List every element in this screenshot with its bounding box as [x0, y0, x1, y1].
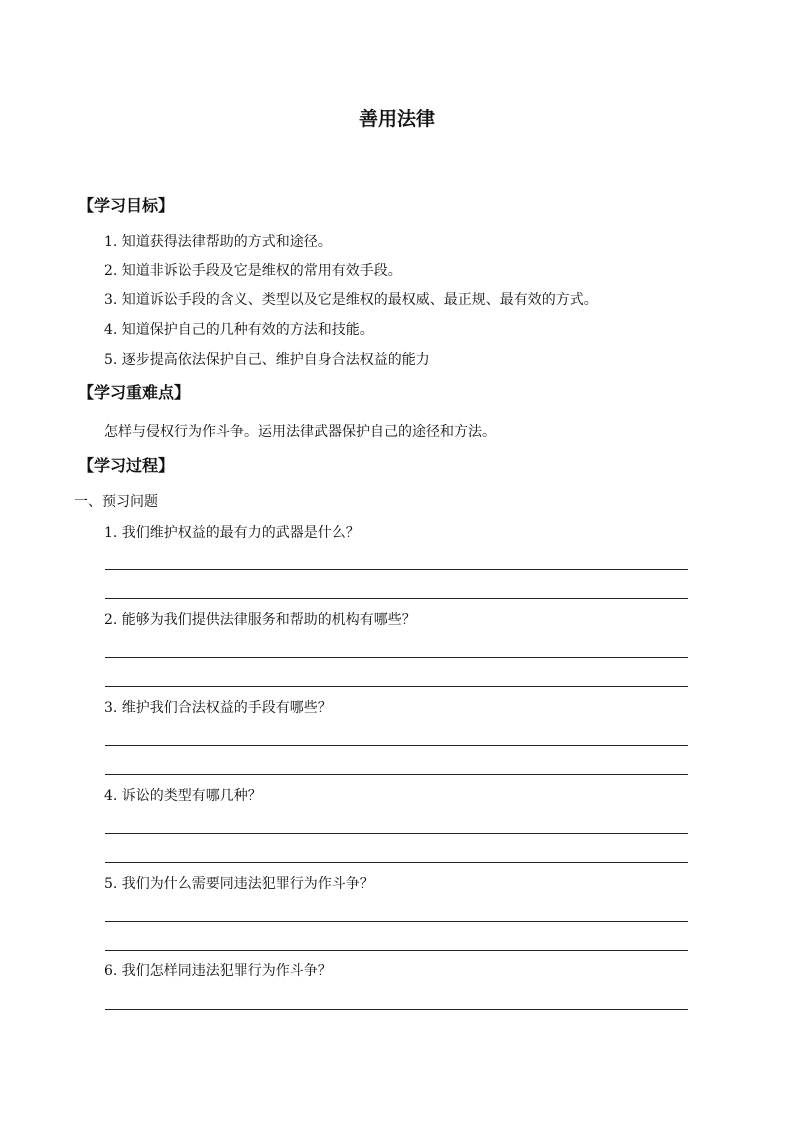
answer-line[interactable]: [105, 657, 688, 658]
preview-heading: 一、预习问题: [74, 494, 158, 510]
answer-line[interactable]: [105, 569, 688, 570]
answer-line[interactable]: [105, 774, 688, 775]
question-2: 2. 能够为我们提供法律服务和帮助的机构有哪些？: [104, 612, 416, 628]
answer-line[interactable]: [105, 745, 688, 746]
goals-heading: 【学习目标】: [78, 196, 175, 215]
answer-line[interactable]: [105, 598, 688, 599]
key-points-text: 怎样与侵权行为作斗争。运用法律武器保护自己的途径和方法。: [104, 424, 496, 440]
question-6: 6. 我们怎样同违法犯罪行为作斗争？: [104, 963, 332, 979]
page-title: 善用法律: [358, 108, 435, 130]
key-points-heading: 【学习重难点】: [78, 383, 191, 402]
goal-item: 4. 知道保护自己的几种有效的方法和技能。: [104, 322, 374, 338]
question-3: 3. 维护我们合法权益的手段有哪些？: [104, 700, 332, 716]
question-1: 1. 我们维护权益的最有力的武器是什么？: [104, 525, 360, 541]
answer-line[interactable]: [105, 833, 688, 834]
goal-item: 2. 知道非诉讼手段及它是维权的常用有效手段。: [104, 263, 402, 279]
answer-line[interactable]: [105, 950, 688, 951]
answer-line[interactable]: [105, 686, 688, 687]
goal-item: 1. 知道获得法律帮助的方式和途径。: [104, 234, 332, 250]
answer-line[interactable]: [105, 1009, 688, 1010]
question-5: 5. 我们为什么需要同违法犯罪行为作斗争？: [104, 876, 374, 892]
answer-line[interactable]: [105, 862, 688, 863]
process-heading: 【学习过程】: [78, 456, 175, 475]
answer-line[interactable]: [105, 921, 688, 922]
goal-item: 3. 知道诉讼手段的含义、类型以及它是维权的最权威、最正规、最有效的方式。: [104, 292, 598, 308]
goal-item: 5. 逐步提高依法保护自己、维护自身合法权益的能力: [104, 352, 430, 368]
question-4: 4. 诉讼的类型有哪几种？: [104, 788, 262, 804]
